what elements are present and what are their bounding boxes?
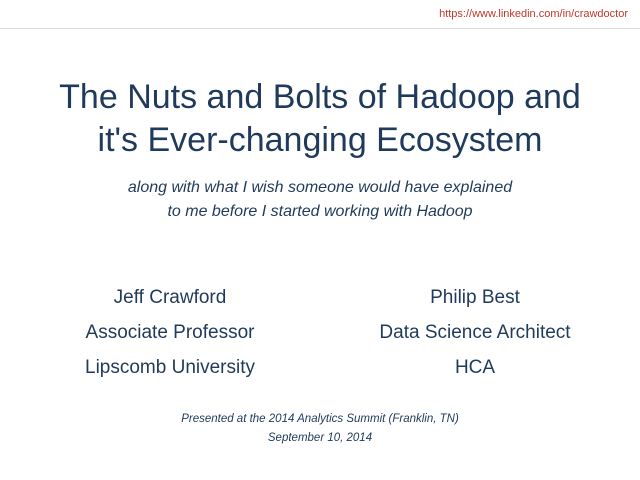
subtitle-line-1: along with what I wish someone would have explained — [127, 179, 513, 196]
presenter-block-jeff-crawford — [10, 280, 330, 385]
slide-subtitle — [0, 176, 640, 224]
event-line: Presented at the 2014 Analytics Summit (Franklin, TN) — [181, 413, 459, 425]
event-date: September 10, 2014 — [267, 432, 373, 444]
title-line-2: it's Ever-changing Ecosystem — [97, 121, 543, 159]
presenter-role: Associate Professor — [85, 322, 255, 343]
presentation-footer — [0, 410, 640, 448]
subtitle-line-2: to me before I started working with Hadoop — [167, 203, 473, 220]
presenter-role: Data Science Architect — [379, 322, 571, 343]
presenter-name: Philip Best — [430, 287, 520, 308]
presenter-organization: HCA — [454, 357, 496, 378]
presenter-block-philip-best — [315, 280, 635, 385]
header-divider — [0, 28, 640, 29]
slide-title — [0, 76, 640, 162]
presenter-name: Jeff Crawford — [113, 287, 227, 308]
title-line-1: The Nuts and Bolts of Hadoop and — [59, 78, 581, 116]
presenter-organization: Lipscomb University — [85, 357, 255, 378]
linkedin-profile-link[interactable]: https://www.linkedin.com/in/crawdoctor — [439, 8, 628, 20]
